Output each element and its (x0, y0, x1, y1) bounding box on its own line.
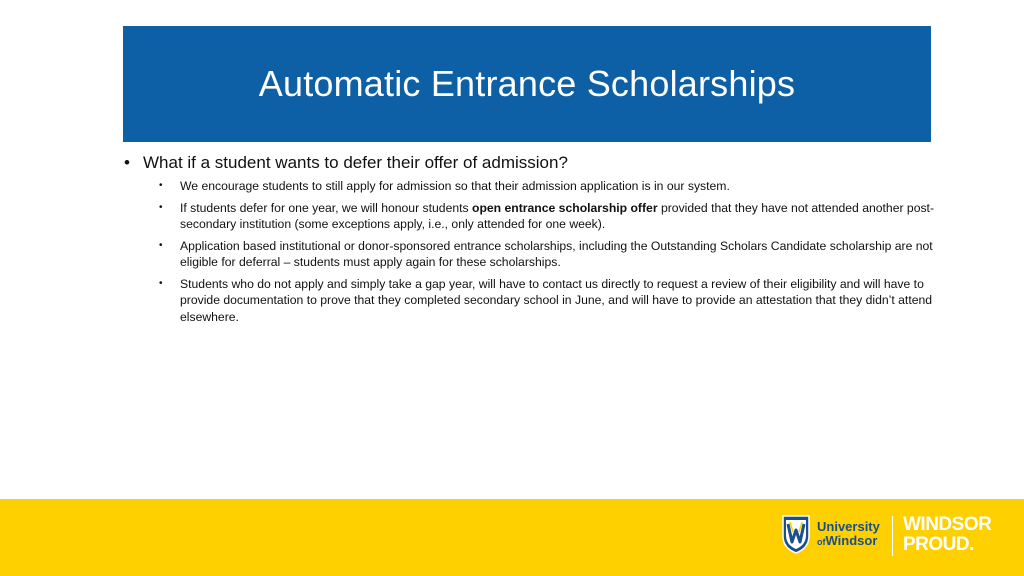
title-banner (123, 26, 931, 142)
shield-logo-icon (781, 514, 811, 554)
bullet-icon: • (159, 201, 163, 213)
sub-bullet-text: We encourage students to still apply for admission so that their admission application is in our system. (180, 179, 730, 193)
bullet-icon: • (124, 153, 130, 172)
sub-bullet (159, 238, 954, 271)
logo-divider (892, 516, 893, 556)
main-bullet-text: What if a student wants to defer their offer of admission? (143, 153, 568, 172)
sub-bullet-list (159, 178, 954, 325)
university-logo-text: University ofWindsor (817, 519, 880, 548)
bullet-icon: • (159, 277, 163, 289)
slide-body (124, 152, 954, 330)
bullet-icon: • (159, 180, 163, 191)
bold-phrase: open entrance scholarship offer (472, 200, 658, 215)
main-bullet (124, 152, 954, 173)
sub-bullet (159, 276, 954, 326)
sub-bullet-text: If students defer for one year, we will honour students open entrance scholarship offer provided that they have not attended another post-secondary institution (some exceptions apply, i.e., only attended for one week). (180, 200, 935, 231)
sub-bullet (159, 178, 954, 195)
sub-bullet-text: Application based institutional or donor-sponsored entrance scholarships, including the Outstanding Scholars Candidate scholarship are not eligible for deferral – students must apply again for these scholarships. (180, 238, 933, 269)
sub-bullet (159, 200, 954, 233)
bullet-icon: • (159, 239, 163, 251)
windsor-proud-wordmark: WINDSOR PROUD. (903, 514, 992, 555)
sub-bullet-text: Students who do not apply and simply take a gap year, will have to contact us directly to request a review of their eligibility and will have to provide documentation to prove that they completed secondary school in June, and will have to provide an attestation that they didn’t attend elsewhere. (180, 276, 933, 324)
slide-title: Automatic Entrance Scholarships (258, 63, 796, 104)
